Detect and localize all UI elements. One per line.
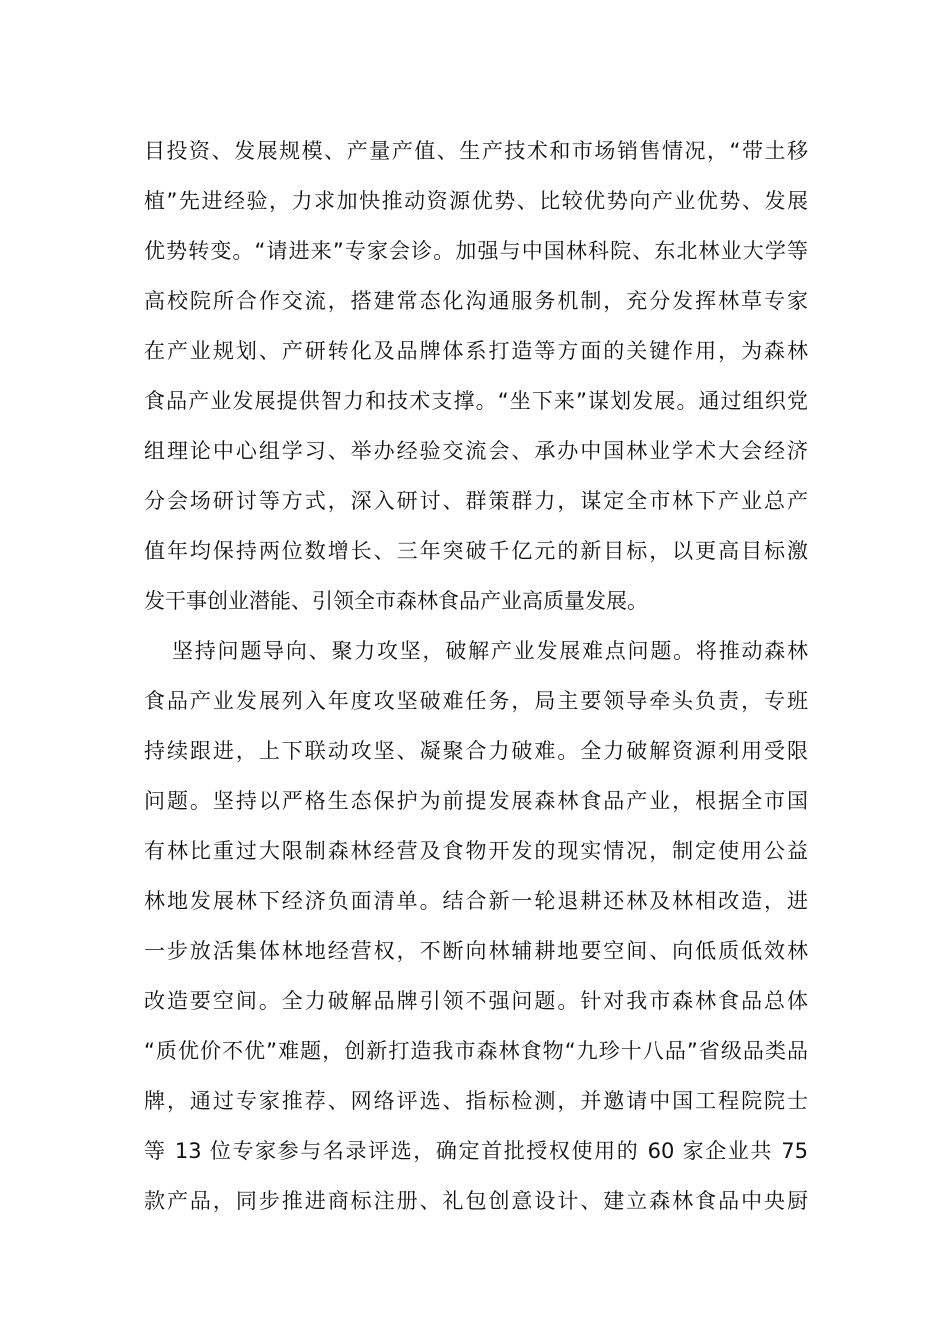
text-line: “质优价不优”难题，创新打造我市森林食物“九珍十八品”省级品类品 [144,1039,808,1063]
text-line: 优势转变。“请进来”专家会诊。加强与中国林科院、东北林业大学等 [144,239,808,263]
text-line: 食品产业发展列入年度攻坚破难任务，局主要领导牵头负责，专班 [144,689,808,713]
paragraph-first-line: 坚持问题导向、聚力攻坚，破解产业发展难点问题。将推动森林 [172,639,808,663]
text-line: 目投资、发展规模、产量产值、生产技术和市场销售情况，“带土移 [144,139,808,163]
text-line: 分会场研讨等方式，深入研讨、群策群力，谋定全市林下产业总产 [144,489,808,513]
text-line: 等 13 位专家参与名录评选，确定首批授权使用的 60 家企业共 75 [144,1139,808,1163]
text-line: 在产业规划、产研转化及品牌体系打造等方面的关键作用，为森林 [144,339,808,363]
text-line: 林地发展林下经济负面清单。结合新一轮退耕还林及林相改造，进 [144,889,808,913]
text-line: 一步放活集体林地经营权，不断向林辅耕地要空间、向低质低效林 [144,939,808,963]
text-line: 问题。坚持以严格生态保护为前提发展森林食品产业，根据全市国 [144,789,808,813]
text-line: 高校院所合作交流，搭建常态化沟通服务机制，充分发挥林草专家 [144,289,808,313]
text-line: 发干事创业潜能、引领全市森林食品产业高质量发展。 [144,589,648,613]
text-line: 值年均保持两位数增长、三年突破千亿元的新目标，以更高目标激 [144,539,808,563]
text-line: 植”先进经验，力求加快推动资源优势、比较优势向产业优势、发展 [144,189,808,213]
text-line: 组理论中心组学习、举办经验交流会、承办中国林业学术大会经济 [144,439,808,463]
text-line: 有林比重过大限制森林经营及食物开发的现实情况，制定使用公益 [144,839,808,863]
text-line: 款产品，同步推进商标注册、礼包创意设计、建立森林食品中央厨 [144,1189,808,1213]
text-line: 持续跟进，上下联动攻坚、凝聚合力破难。全力破解资源利用受限 [144,739,808,763]
text-line: 食品产业发展提供智力和技术支撑。“坐下来”谋划发展。通过组织党 [144,389,808,413]
text-line: 改造要空间。全力破解品牌引领不强问题。针对我市森林食品总体 [144,989,808,1013]
text-line: 牌，通过专家推荐、网络评选、指标检测，并邀请中国工程院院士 [144,1089,808,1113]
